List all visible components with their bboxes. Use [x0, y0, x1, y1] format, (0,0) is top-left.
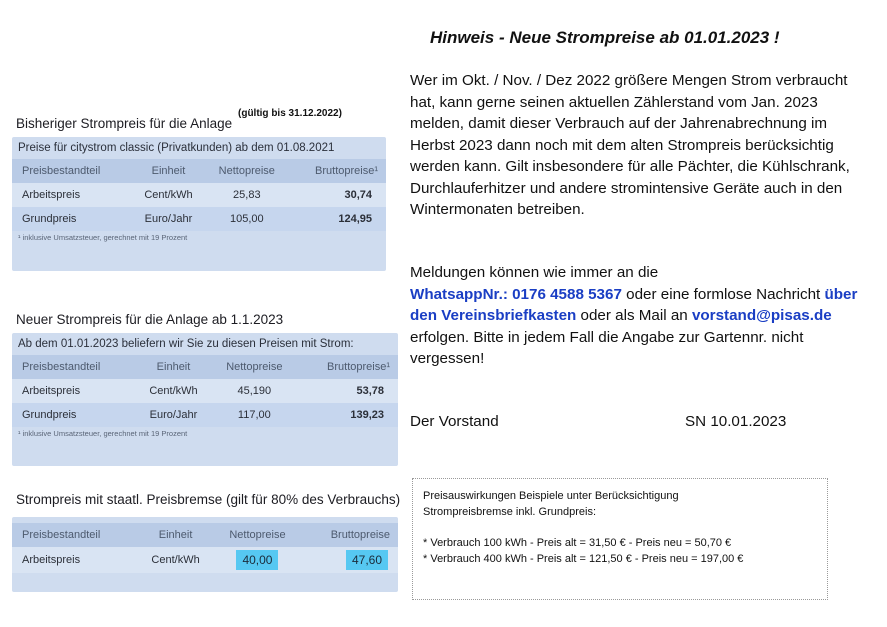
signature-date: SN 10.01.2023 [685, 413, 787, 430]
example-intro: Preisauswirkungen Beispiele unter Berücksichtigung [423, 490, 679, 502]
email-address[interactable]: vorstand@pisas.de [691, 307, 832, 324]
old-price-valid-note: (gültig bis 31.12.2022) [238, 108, 342, 119]
table-cell: 139,23 [350, 409, 384, 421]
new-price-title: Neuer Strompreis für die Anlage ab 1.1.2023 [16, 312, 284, 327]
notice-headline: Hinweis - Neue Strompreise ab 01.01.2023 ! [430, 28, 780, 47]
old-price-footnote: ¹ inklusive Umsatzsteuer, gerechnet mit 19 Prozent [18, 233, 188, 242]
example-line: * Verbrauch 400 kWh - Preis alt = 121,50 € - Preis neu = 197,00 € [423, 552, 744, 565]
table-cell: 53,78 [356, 385, 384, 397]
price-brake-panel [12, 517, 398, 592]
old-price-title: Bisheriger Strompreis für die Anlage [16, 116, 233, 131]
price-brake-title: Strompreis mit staatl. Preisbremse (gilt für 80% des Verbrauchs) [16, 492, 401, 507]
new-price-panel-heading: Ab dem 01.01.2023 beliefern wir Sie zu diesen Preisen mit Strom: [18, 338, 354, 350]
notice-paragraph-2 [410, 262, 870, 370]
notice-text: erfolgen. Bitte in jedem Fall die Angabe zur Gartennr. nicht vergessen! [410, 328, 804, 367]
table-row [12, 547, 398, 573]
price-example-box [412, 478, 828, 600]
notice-paragraph-1: Wer im Okt. / Nov. / Dez 2022 größere Mengen Strom verbraucht hat, kann gerne seinen aktuellen Zählerstand vom Jan. 2023 melden, damit dieser Verbrauch auf der Jahrenabrechnung im Herbst 2023 dann noch mit dem alten Strompreis berücksichtig werden kann. Gilt insbesondere für alle Pächter, die Kühlschrank, Durchlauferhitzer und andere stromintensive Geräte auch in den Wintermonaten betreiben. [410, 72, 850, 218]
mailbox-note: über den Vereinsbriefkasten [410, 285, 858, 324]
table-cell: Cent/kWh [151, 554, 200, 566]
table-cell: Euro/Jahr [144, 213, 193, 225]
whatsapp-number: WhatsappNr.: 0176 4588 5367 [410, 285, 622, 303]
col-header: Nettopreise [218, 165, 275, 177]
new-price-footnote: ¹ inklusive Umsatzsteuer, gerechnet mit 19 Prozent [18, 429, 188, 438]
example-line: * Verbrauch 100 kWh - Preis alt = 31,50 € - Preis neu = 50,70 € [423, 537, 732, 549]
col-header: Bruttopreise [330, 529, 390, 541]
col-header: Einheit [158, 529, 193, 541]
col-header: Bruttopreise¹ [327, 361, 390, 373]
old-price-table [12, 159, 386, 231]
table-cell: 124,95 [338, 213, 372, 225]
notice-text: oder eine formlose Nachricht [621, 285, 825, 303]
notice-text: Meldungen können wie immer an die [410, 264, 659, 281]
table-cell: 105,00 [229, 213, 264, 225]
table-header-row [12, 159, 386, 183]
table-cell: 45,190 [237, 385, 272, 397]
highlighted-value: 40,00 [236, 550, 278, 570]
table-row [12, 183, 386, 207]
table-header-row [12, 523, 398, 547]
col-header: Nettopreise [226, 361, 283, 373]
table-cell: Arbeitspreis [22, 189, 81, 201]
table-row [12, 207, 386, 231]
col-header: Preisbestandteil [22, 361, 101, 373]
col-header: Bruttopreise¹ [315, 165, 378, 177]
table-row [12, 379, 398, 403]
highlighted-value: 47,60 [346, 550, 388, 570]
table-cell: 25,83 [233, 189, 261, 201]
col-header: Preisbestandteil [22, 529, 101, 541]
table-header-row [12, 355, 398, 379]
table-cell: Cent/kWh [149, 385, 198, 397]
notice-text: oder als Mail an [576, 307, 692, 324]
table-row [12, 403, 398, 427]
table-cell: Cent/kWh [144, 189, 193, 201]
price-brake-table [12, 523, 398, 573]
new-price-panel [12, 333, 398, 466]
new-price-table [12, 355, 398, 427]
table-cell: Euro/Jahr [149, 409, 198, 421]
col-header: Einheit [151, 165, 186, 177]
table-cell: Grundpreis [22, 409, 77, 421]
old-price-panel-heading: Preise für citystrom classic (Privatkunden) ab dem 01.08.2021 [18, 142, 335, 154]
table-cell [301, 547, 398, 573]
old-price-panel [12, 137, 386, 271]
table-cell: Arbeitspreis [22, 554, 81, 566]
table-cell: 30,74 [344, 189, 372, 201]
col-header: Einheit [156, 361, 191, 373]
table-cell: Grundpreis [22, 213, 77, 225]
signature-board: Der Vorstand [410, 413, 499, 430]
table-cell: Arbeitspreis [22, 385, 81, 397]
table-cell: 117,00 [237, 409, 271, 421]
col-header: Preisbestandteil [22, 165, 101, 177]
col-header: Nettopreise [229, 529, 286, 541]
table-cell [214, 547, 301, 573]
example-intro: Strompreisbremse inkl. Grundpreis: [423, 505, 597, 518]
